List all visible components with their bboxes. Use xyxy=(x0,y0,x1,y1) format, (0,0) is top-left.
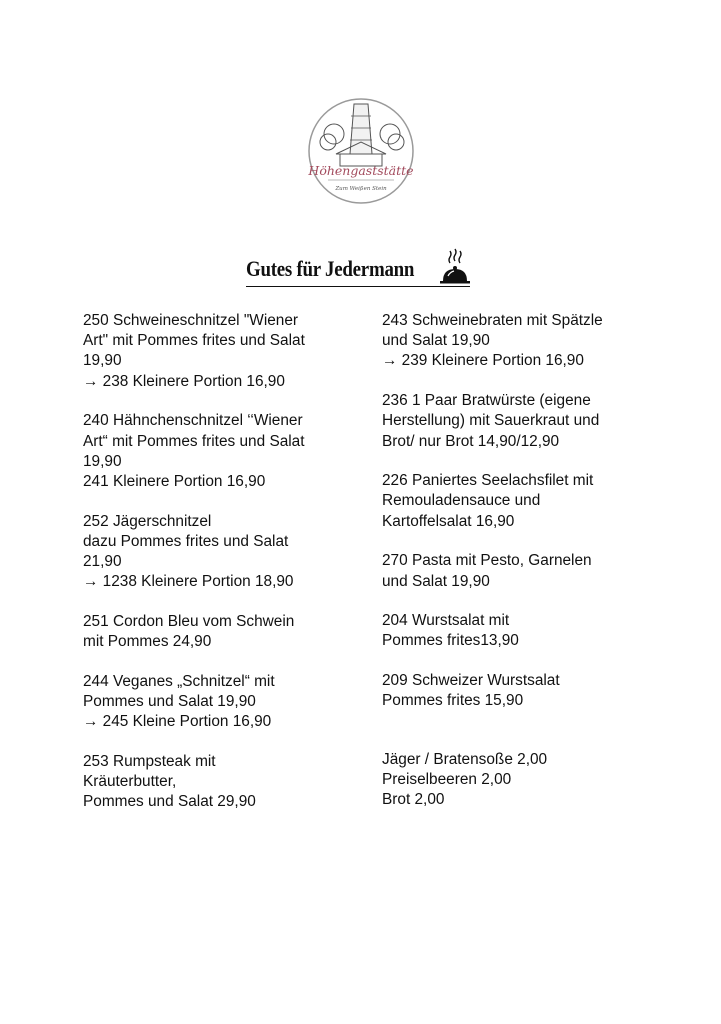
extras-list xyxy=(382,750,642,811)
page-title: Gutes für Jedermann xyxy=(246,256,415,281)
menu-item-line: → 1238 Kleinere Portion 18,90 xyxy=(83,573,294,591)
menu-item xyxy=(382,471,642,532)
menu-item-line: 19,90 xyxy=(83,352,122,370)
menu-item-line: Art“ mit Pommes frites und Salat xyxy=(83,432,305,450)
menu-item xyxy=(83,311,355,392)
menu-item-line: Art" mit Pommes frites und Salat xyxy=(83,332,305,350)
menu-item-line: Pommes und Salat 29,90 xyxy=(83,793,256,811)
menu-item-line: Remouladensauce und xyxy=(382,492,541,510)
menu-item-line: Kartoffelsalat 16,90 xyxy=(382,512,515,530)
menu-item xyxy=(83,752,355,813)
menu-item-line: dazu Pommes frites und Salat xyxy=(83,532,289,550)
menu-item-line: und Salat 19,90 xyxy=(382,572,490,590)
menu-item xyxy=(382,671,642,711)
title-underline xyxy=(246,286,470,287)
menu-item-line: Brot 2,00 xyxy=(382,791,445,809)
menu-item-line: 236 1 Paar Bratwürste (eigene xyxy=(382,392,591,410)
menu-item-line: 253 Rumpsteak mit xyxy=(83,752,216,770)
menu-item xyxy=(83,612,355,652)
menu-column-left xyxy=(83,311,355,832)
menu-item-line: 270 Pasta mit Pesto, Garnelen xyxy=(382,552,592,570)
column-spacer xyxy=(382,731,642,750)
menu-item xyxy=(83,411,355,492)
menu-item xyxy=(382,311,642,372)
menu-item-line: 204 Wurstsalat mit xyxy=(382,612,510,630)
menu-item-line: 244 Veganes „Schnitzel“ mit xyxy=(83,672,275,690)
menu-item xyxy=(382,391,642,452)
section-heading xyxy=(246,246,476,290)
menu-item-line: → 238 Kleinere Portion 16,90 xyxy=(83,372,285,390)
menu-item-line: 240 Hähnchenschnitzel ‘‘Wiener xyxy=(83,412,303,430)
menu-item-line: Pommes und Salat 19,90 xyxy=(83,693,256,711)
menu-item-line: Kräuterbutter, xyxy=(83,773,177,791)
menu-item-line: 209 Schweizer Wurstsalat xyxy=(382,672,560,690)
menu-item-line: 251 Cordon Bleu vom Schwein xyxy=(83,612,295,630)
menu-item-line: 241 Kleinere Portion 16,90 xyxy=(83,472,266,490)
menu-item-line: 19,90 xyxy=(83,452,122,470)
menu-item-line: 250 Schweineschnitzel "Wiener xyxy=(83,312,299,329)
menu-item-line: und Salat 19,90 xyxy=(382,332,490,350)
menu-column-right xyxy=(382,311,642,830)
menu-item-line: Jäger / Bratensoße 2,00 xyxy=(382,751,548,769)
menu-item-line: 243 Schweinebraten mit Spätzle xyxy=(382,312,603,329)
menu-item xyxy=(382,611,642,651)
menu-item xyxy=(382,551,642,591)
menu-item-line: Pommes frites13,90 xyxy=(382,632,519,650)
menu-item-line: → 239 Kleinere Portion 16,90 xyxy=(382,352,584,370)
menu-item-line: → 245 Kleine Portion 16,90 xyxy=(83,713,272,731)
menu-item xyxy=(83,512,355,593)
menu-item-line: Brot/ nur Brot 14,90/12,90 xyxy=(382,432,560,450)
menu-item-line: mit Pommes 24,90 xyxy=(83,633,212,651)
cloche-icon xyxy=(438,248,472,286)
restaurant-logo xyxy=(306,96,416,206)
menu-item-line: 252 Jägerschnitzel xyxy=(83,512,212,530)
menu-item xyxy=(83,672,355,733)
menu-item-line: Herstellung) mit Sauerkraut und xyxy=(382,412,600,430)
menu-item-line: Pommes frites 15,90 xyxy=(382,692,524,710)
logo-tagline: Zum Weißen Stein xyxy=(335,186,387,192)
menu-item-line: 21,90 xyxy=(83,553,122,571)
logo-script-name: Höhengaststätte xyxy=(308,163,414,178)
menu-item-line: 226 Paniertes Seelachsfilet mit xyxy=(382,472,594,490)
menu-item-line: Preiselbeeren 2,00 xyxy=(382,771,512,789)
